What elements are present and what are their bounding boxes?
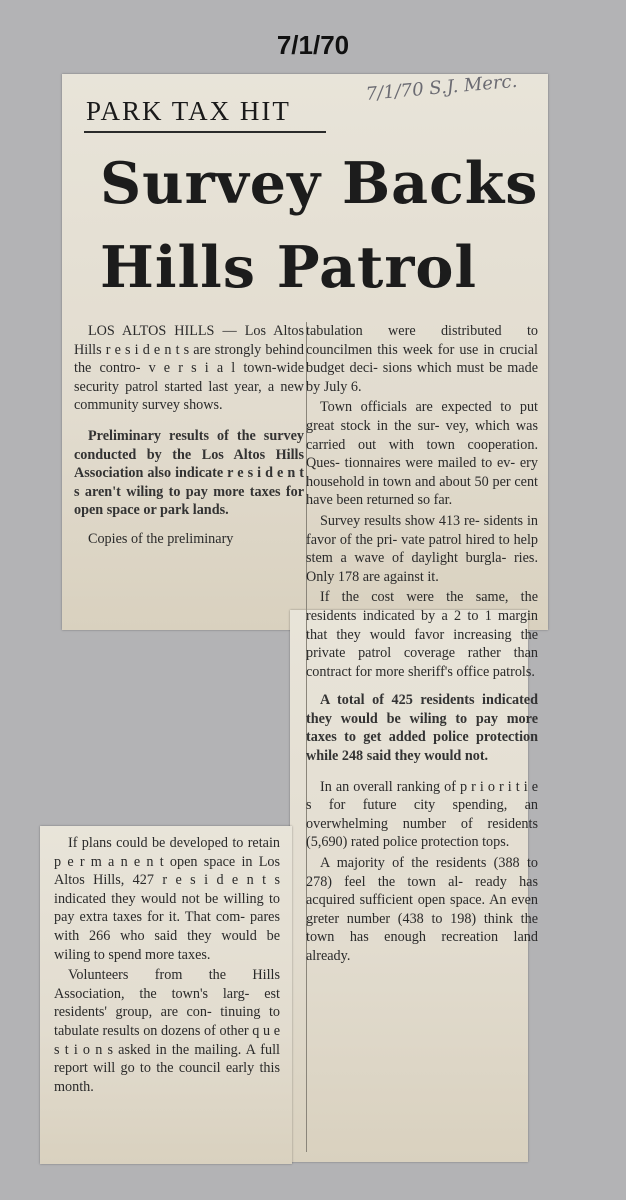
article-paragraph: If the cost were the same, the residents indicated by a 2 to 1 margin that they would favor increasing the private patrol coverage rather than contract for more sheriff's office patrols. bbox=[306, 589, 538, 680]
kicker-rule bbox=[84, 131, 326, 133]
article-paragraph: A majority of the residents (388 to 278) feel the town al- ready has acquired sufficient open space. An even greter number (438 to 198) think the town has enough recreation land already. bbox=[306, 855, 538, 964]
article-paragraph: Town officials are expected to put great stock in the sur- vey, which was carried out with town cooperation. Ques- tionnaires were mailed to ev- ery household in town and about 50 per cent have been returned so far. bbox=[306, 399, 538, 509]
date-caption: 7/1/70 bbox=[276, 30, 350, 60]
article-paragraph: LOS ALTOS HILLS — Los Altos Hills r e s i d e n t s are strongly behind the contro- v e r s i a l town-wide security patrol started last year, a new community survey shows. bbox=[74, 323, 304, 414]
article-paragraph: Volunteers from the Hills Association, the town's larg- est residents' group, are con- tinuing to tabulate results on dozens of other q u e s t i o n s asked in the mailing. A full report will go to the council early this month. bbox=[54, 967, 280, 1095]
article-paragraph: tabulation were distributed to councilmen this week for use in crucial budget deci- sions which must be made by July 6. bbox=[306, 323, 538, 395]
kicker-headline: PARK TAX HIT bbox=[86, 96, 291, 126]
article-paragraph: Survey results show 413 re- sidents in favor of the pri- vate patrol hired to help stem a wave of daylight burgla- ries. Only 178 are against it. bbox=[306, 512, 538, 585]
handwritten-date-note: 7/1/70 S.J. Merc. bbox=[365, 70, 519, 105]
article-paragraph: A total of 425 residents indicated they would be wiling to pay more taxes to get added police protection while 248 said they would not. bbox=[306, 692, 538, 765]
article-column-3 bbox=[54, 834, 280, 1096]
article-column-1 bbox=[74, 322, 304, 549]
article-column-2 bbox=[306, 322, 538, 966]
article-paragraph: If plans could be developed to retain p e r m a n e n t open space in Los Altos Hills, 427 r e s i d e n t s indicated they would not be willing to pay extra taxes for it. That com- pares with 266 who said they would be wiling to spend more taxes. bbox=[54, 835, 280, 963]
main-headline: Survey Backs Hills Patrol bbox=[100, 150, 539, 301]
article-paragraph: In an overall ranking of p r i o r i t i e s for future city spending, an overwhelming number of residents (5,690) rated police protection tops. bbox=[306, 778, 538, 851]
article-paragraph: Copies of the preliminary bbox=[88, 530, 234, 547]
article-paragraph: Preliminary results of the survey conducted by the Los Altos Hills Association also indicate r e s i d e n t s aren't wiling to pay more taxes for open space or park lands. bbox=[74, 427, 304, 519]
